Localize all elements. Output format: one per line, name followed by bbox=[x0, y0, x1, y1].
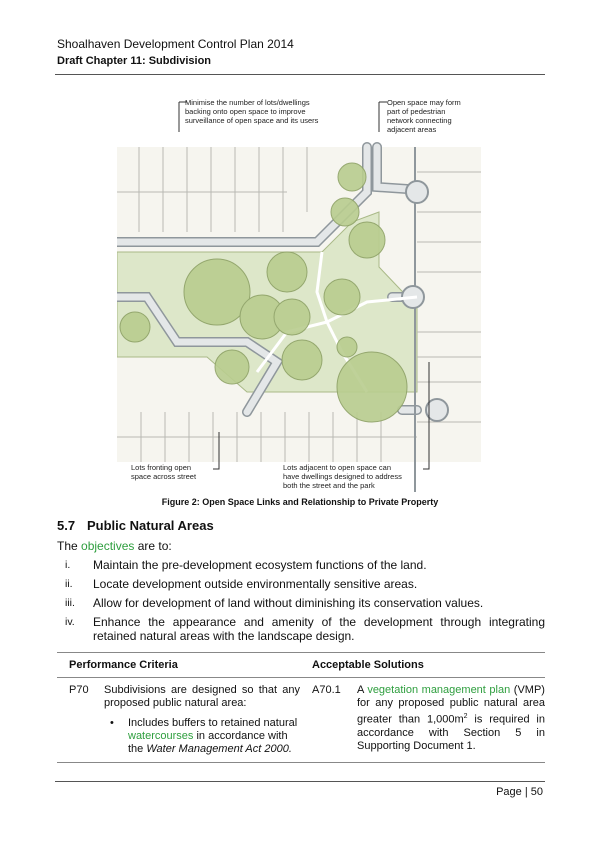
objectives-link[interactable]: objectives bbox=[81, 539, 135, 553]
header-performance: Performance Criteria bbox=[69, 659, 178, 671]
objectives-list bbox=[57, 558, 545, 648]
vmp-link[interactable]: vegetation management plan bbox=[367, 684, 511, 696]
criteria-table bbox=[57, 652, 545, 763]
watercourses-link[interactable]: watercourses bbox=[128, 730, 194, 742]
performance-code: P70 bbox=[69, 684, 89, 696]
objective-item: ii. Locate development outside environmentally sensitive areas. bbox=[65, 577, 418, 591]
objective-item: iv. Enhance the appearance and amenity of the development through integrating retained natural areas with the landscape design. bbox=[65, 615, 545, 643]
acceptable-text: A vegetation management plan (VMP) for any proposed public natural area greater than $1,000m^2$ is required in accordance with Section 5 in Supporting Document 1. bbox=[357, 684, 545, 752]
annotation-top-right: Open space may form part of pedestrian network connecting adjacent areas bbox=[387, 98, 461, 134]
objectives-intro: The objectives are to: bbox=[57, 539, 172, 553]
footer-rule bbox=[55, 781, 545, 782]
table-row bbox=[57, 678, 545, 763]
page-number: Page | 50 bbox=[496, 786, 543, 798]
objective-item: i. Maintain the pre-development ecosystem functions of the land. bbox=[65, 558, 427, 572]
document-title: Shoalhaven Development Control Plan 2014 bbox=[57, 37, 294, 51]
annotation-top-left: Minimise the number of lots/dwellings backing onto open space to improve surveillance of open space and its users bbox=[185, 98, 319, 125]
table-header-row bbox=[57, 652, 545, 678]
annotation-bottom-right: Lots adjacent to open space can have dwellings designed to address both the street and the park bbox=[283, 463, 402, 490]
annotation-bottom-left: Lots fronting open space across street bbox=[131, 463, 197, 481]
bullet-icon: • bbox=[110, 717, 114, 729]
objective-item: iii. Allow for development of land without diminishing its conservation values. bbox=[65, 596, 484, 610]
header-acceptable: Acceptable Solutions bbox=[312, 659, 424, 671]
open-space-figure bbox=[117, 92, 481, 492]
figure-caption: Figure 2: Open Space Links and Relationship to Private Property bbox=[161, 497, 439, 507]
section-heading: 5.7 Public Natural Areas bbox=[57, 518, 214, 533]
header-rule bbox=[55, 74, 545, 75]
performance-text: Subdivisions are designed so that any proposed public natural area: bbox=[104, 684, 300, 709]
chapter-title: Draft Chapter 11: Subdivision bbox=[57, 55, 212, 67]
acceptable-code: A70.1 bbox=[312, 684, 341, 696]
performance-bullet: • Includes buffers to retained natural watercourses in accordance with the Water Management Act 2000. bbox=[110, 717, 298, 755]
